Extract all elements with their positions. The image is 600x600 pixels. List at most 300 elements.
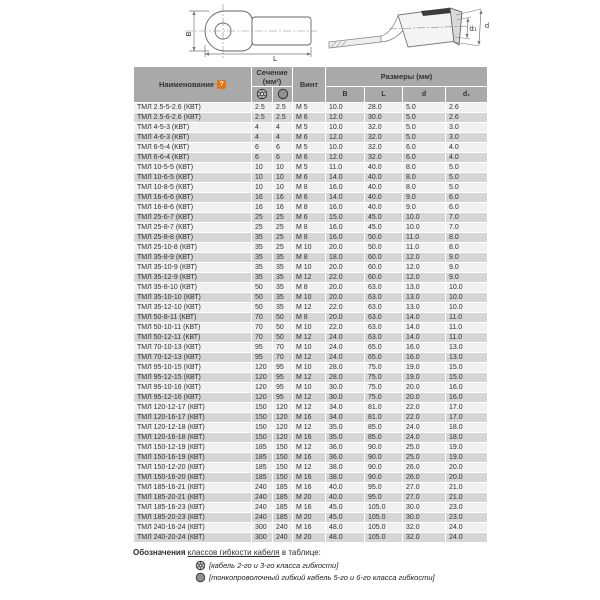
dim-l-cell: 65.0 xyxy=(365,353,402,362)
dim-d-cell: 26.0 xyxy=(403,473,445,482)
dim-d-cell: 30.0 xyxy=(403,503,445,512)
dim-d1-cell: 17.0 xyxy=(446,403,487,412)
dim-d1-cell: 11.0 xyxy=(446,333,487,342)
column-header-d1: d₁ xyxy=(446,87,487,102)
section-flexible-cell: 35 xyxy=(273,293,292,302)
table-row xyxy=(134,363,487,372)
dim-d-cell: 9.0 xyxy=(403,203,445,212)
dim-d-cell: 27.0 xyxy=(403,483,445,492)
flexibility-classes-link[interactable]: классов гибкости кабеля xyxy=(187,548,280,557)
dim-b-cell: 30.0 xyxy=(326,393,364,402)
table-row xyxy=(134,223,487,232)
section-bunched-cell: 4 xyxy=(252,123,272,132)
legend-item-stranded xyxy=(195,560,593,571)
section-bunched-cell: 300 xyxy=(252,523,272,532)
dim-d-cell: 25.0 xyxy=(403,453,445,462)
legend-item-flexible xyxy=(195,572,593,583)
name-cell: ТМЛ 2.5-5-2.6 (КВТ) xyxy=(134,103,251,112)
dim-b-cell: 10.0 xyxy=(326,103,364,112)
screw-cell: М 12 xyxy=(293,393,325,402)
dim-l-cell: 45.0 xyxy=(365,213,402,222)
lug-top-view-drawing xyxy=(181,1,319,61)
dim-d-cell: 30.0 xyxy=(403,513,445,522)
section-bunched-cell: 6 xyxy=(252,153,272,162)
dim-d-cell: 5.0 xyxy=(403,123,445,132)
table-row xyxy=(134,273,487,282)
name-cell: ТМЛ 95-12-16 (КВТ) xyxy=(134,393,251,402)
dim-d-cell: 13.0 xyxy=(403,283,445,292)
screw-cell: М 16 xyxy=(293,503,325,512)
section-flexible-cell: 185 xyxy=(273,503,292,512)
section-bunched-cell: 120 xyxy=(252,393,272,402)
dim-d1-cell: 8.0 xyxy=(446,233,487,242)
dim-l-cell: 63.0 xyxy=(365,303,402,312)
name-cell: ТМЛ 50-12-11 (КВТ) xyxy=(134,333,251,342)
dim-b-cell: 20.0 xyxy=(326,283,364,292)
dim-d1-cell: 2.6 xyxy=(446,113,487,122)
dim-d-cell: 11.0 xyxy=(403,243,445,252)
section-bunched-cell: 50 xyxy=(252,283,272,292)
section-bunched-cell: 16 xyxy=(252,193,272,202)
dim-l-cell: 32.0 xyxy=(365,123,402,132)
dim-b-cell: 45.0 xyxy=(326,513,364,522)
dim-d1-cell: 11.0 xyxy=(446,313,487,322)
dim-d1-cell: 21.0 xyxy=(446,483,487,492)
dim-d1-cell: 10.0 xyxy=(446,293,487,302)
section-bunched-cell: 95 xyxy=(252,343,272,352)
dim-b-cell: 12.0 xyxy=(326,153,364,162)
dim-b-cell: 30.0 xyxy=(326,383,364,392)
section-bunched-cell: 240 xyxy=(252,513,272,522)
section-flexible-cell: 2.5 xyxy=(273,103,292,112)
dim-b-cell: 34.0 xyxy=(326,413,364,422)
name-cell: ТМЛ 95-10-15 (КВТ) xyxy=(134,363,251,372)
dim-d-cell: 10.0 xyxy=(403,223,445,232)
section-bunched-cell: 6 xyxy=(252,143,272,152)
screw-cell: М 6 xyxy=(293,113,325,122)
name-cell: ТМЛ 185-16-23 (КВТ) xyxy=(134,503,251,512)
dim-d1-cell: 4.0 xyxy=(446,143,487,152)
dim-l-cell: 105.0 xyxy=(365,503,402,512)
dim-l-cell: 105.0 xyxy=(365,533,402,542)
section-flexible-cell: 10 xyxy=(273,183,292,192)
dim-l-cell: 28.0 xyxy=(365,103,402,112)
section-bunched-cell: 120 xyxy=(252,383,272,392)
table-row xyxy=(134,423,487,432)
table-row xyxy=(134,403,487,412)
dim-b-cell: 15.0 xyxy=(326,213,364,222)
legend-item-text: [кабель 2-го и 3-го класса гибкости] xyxy=(209,561,339,570)
dim-l-cell: 63.0 xyxy=(365,313,402,322)
dim-d-cell: 14.0 xyxy=(403,333,445,342)
section-flexible-cell: 150 xyxy=(273,443,292,452)
section-flexible-cell: 70 xyxy=(273,353,292,362)
section-flexible-cell: 240 xyxy=(273,533,292,542)
dim-d-cell: 5.0 xyxy=(403,113,445,122)
screw-cell: М 20 xyxy=(293,513,325,522)
dim-d-cell: 14.0 xyxy=(403,313,445,322)
dim-d-cell: 12.0 xyxy=(403,273,445,282)
dim-d1-cell: 5.0 xyxy=(446,163,487,172)
dim-d-cell: 9.0 xyxy=(403,193,445,202)
screw-cell: М 8 xyxy=(293,283,325,292)
screw-cell: М 10 xyxy=(293,343,325,352)
section-flexible-cell: 6 xyxy=(273,143,292,152)
dim-b-cell: 34.0 xyxy=(326,403,364,412)
table-row xyxy=(134,173,487,182)
screw-cell: М 5 xyxy=(293,103,325,112)
table-row xyxy=(134,203,487,212)
dim-l-cell: 65.0 xyxy=(365,343,402,352)
section-flexible-cell: 50 xyxy=(273,313,292,322)
dim-b-cell: 16.0 xyxy=(326,203,364,212)
table-row xyxy=(134,513,487,522)
section-flexible-cell: 50 xyxy=(273,323,292,332)
section-flexible-cell: 10 xyxy=(273,173,292,182)
section-bunched-cell: 10 xyxy=(252,173,272,182)
screw-cell: М 6 xyxy=(293,193,325,202)
table-row xyxy=(134,523,487,532)
dim-d1-cell: 8.0 xyxy=(446,243,487,252)
section-flexible-cell: 25 xyxy=(273,213,292,222)
name-cell: ТМЛ 50-10-11 (КВТ) xyxy=(134,323,251,332)
table-row xyxy=(134,373,487,382)
name-cell: ТМЛ 150-16-19 (КВТ) xyxy=(134,453,251,462)
dim-b-cell: 16.0 xyxy=(326,233,364,242)
column-header-section: Сечение (мм²) xyxy=(252,67,292,86)
section-bunched-cell: 70 xyxy=(252,313,272,322)
section-flexible-cell: 25 xyxy=(273,243,292,252)
dim-b-cell: 38.0 xyxy=(326,463,364,472)
screw-cell: М 12 xyxy=(293,353,325,362)
screw-cell: М 8 xyxy=(293,223,325,232)
dim-l-cell: 50.0 xyxy=(365,233,402,242)
table-row xyxy=(134,243,487,252)
name-cell: ТМЛ 120-16-18 (КВТ) xyxy=(134,433,251,442)
dim-l-cell: 85.0 xyxy=(365,423,402,432)
screw-cell: М 8 xyxy=(293,253,325,262)
dim-d1-cell: 9.0 xyxy=(446,253,487,262)
screw-cell: М 12 xyxy=(293,273,325,282)
name-cell: ТМЛ 10-8-5 (КВТ) xyxy=(134,183,251,192)
section-flexible-cell: 35 xyxy=(273,253,292,262)
section-bunched-cell: 240 xyxy=(252,483,272,492)
legend xyxy=(133,548,593,584)
dim-b-cell: 48.0 xyxy=(326,533,364,542)
section-bunched-cell: 16 xyxy=(252,203,272,212)
table-row xyxy=(134,343,487,352)
dim-d-cell: 5.0 xyxy=(403,133,445,142)
dim-d1-cell: 19.0 xyxy=(446,453,487,462)
screw-cell: М 10 xyxy=(293,323,325,332)
dim-d1-cell: 9.0 xyxy=(446,263,487,272)
name-header-label: Наименование xyxy=(158,80,215,90)
dim-b-cell: 22.0 xyxy=(326,273,364,282)
section-bunched-cell: 35 xyxy=(252,273,272,282)
section-bunched-cell: 150 xyxy=(252,423,272,432)
name-cell: ТМЛ 2.5-6-2.6 (КВТ) xyxy=(134,113,251,122)
name-cell: ТМЛ 120-12-18 (КВТ) xyxy=(134,423,251,432)
screw-cell: М 16 xyxy=(293,473,325,482)
legend-title: Обозначения xyxy=(133,548,186,557)
name-cell: ТМЛ 35-12-10 (КВТ) xyxy=(134,303,251,312)
screw-cell: М 10 xyxy=(293,293,325,302)
screw-cell: М 6 xyxy=(293,173,325,182)
dim-d-cell: 10.0 xyxy=(403,213,445,222)
name-cell: ТМЛ 25-8-7 (КВТ) xyxy=(134,223,251,232)
dim-b-cell: 10.0 xyxy=(326,123,364,132)
dim-d1-cell: 18.0 xyxy=(446,433,487,442)
screw-cell: М 12 xyxy=(293,373,325,382)
dim-l-cell: 45.0 xyxy=(365,223,402,232)
dim-d-cell: 24.0 xyxy=(403,433,445,442)
dim-d1-cell: 16.0 xyxy=(446,393,487,402)
dim-d1-cell: 13.0 xyxy=(446,353,487,362)
screw-cell: М 12 xyxy=(293,403,325,412)
section-bunched-cell: 50 xyxy=(252,293,272,302)
section-flexible-cell: 6 xyxy=(273,153,292,162)
section-flexible-cell: 4 xyxy=(273,133,292,142)
table-row xyxy=(134,323,487,332)
dim-d-cell: 22.0 xyxy=(403,403,445,412)
screw-cell: М 5 xyxy=(293,143,325,152)
dim-b-cell: 24.0 xyxy=(326,333,364,342)
lug-spec-table xyxy=(133,66,488,543)
dim-b-cell: 20.0 xyxy=(326,313,364,322)
dim-d-cell: 16.0 xyxy=(403,343,445,352)
table-row xyxy=(134,453,487,462)
dim-d1-cell: 15.0 xyxy=(446,373,487,382)
table-row xyxy=(134,413,487,422)
dim-l-cell: 60.0 xyxy=(365,263,402,272)
screw-cell: М 6 xyxy=(293,133,325,142)
name-cell: ТМЛ 35-8-10 (КВТ) xyxy=(134,283,251,292)
spec-table xyxy=(133,66,488,543)
dim-b-cell: 40.0 xyxy=(326,493,364,502)
dim-b-cell: 35.0 xyxy=(326,423,364,432)
dim-d1-cell: 24.0 xyxy=(446,533,487,542)
section-flexible-cell: 35 xyxy=(273,303,292,312)
dim-d-cell: 19.0 xyxy=(403,363,445,372)
screw-cell: М 10 xyxy=(293,243,325,252)
name-cell: ТМЛ 16-8-6 (КВТ) xyxy=(134,203,251,212)
table-row xyxy=(134,393,487,402)
dim-d-cell: 16.0 xyxy=(403,353,445,362)
table-row xyxy=(134,483,487,492)
section-flexible-cell: 185 xyxy=(273,513,292,522)
dim-d1-cell: 3.0 xyxy=(446,123,487,132)
name-cell: ТМЛ 10-6-5 (КВТ) xyxy=(134,173,251,182)
dim-b-cell: 14.0 xyxy=(326,193,364,202)
screw-cell: М 10 xyxy=(293,363,325,372)
section-bunched-cell: 35 xyxy=(252,253,272,262)
column-header-d: d xyxy=(403,87,445,102)
section-bunched-cell: 10 xyxy=(252,163,272,172)
table-row xyxy=(134,443,487,452)
table-row xyxy=(134,293,487,302)
column-header-name xyxy=(134,67,251,102)
section-flexible-cell: 120 xyxy=(273,413,292,422)
name-cell: ТМЛ 240-16-24 (КВТ) xyxy=(134,523,251,532)
table-row xyxy=(134,503,487,512)
table-row xyxy=(134,193,487,202)
dim-d1-cell: 7.0 xyxy=(446,223,487,232)
name-cell: ТМЛ 120-12-17 (КВТ) xyxy=(134,403,251,412)
dim-d1-cell: 21.0 xyxy=(446,493,487,502)
dim-b-cell: 20.0 xyxy=(326,263,364,272)
name-cell: ТМЛ 35-10-9 (КВТ) xyxy=(134,263,251,272)
dim-d-cell: 13.0 xyxy=(403,293,445,302)
dim-d1-cell: 3.0 xyxy=(446,133,487,142)
section-bunched-cell: 35 xyxy=(252,233,272,242)
dim-l-cell: 60.0 xyxy=(365,253,402,262)
screw-cell: М 12 xyxy=(293,443,325,452)
dim-b-label: B xyxy=(185,31,193,37)
dim-l-cell: 75.0 xyxy=(365,373,402,382)
dim-d-cell: 25.0 xyxy=(403,443,445,452)
section-flexible-cell: 95 xyxy=(273,383,292,392)
screw-cell: М 16 xyxy=(293,523,325,532)
dim-d1-cell: 2.6 xyxy=(446,103,487,112)
screw-cell: М 12 xyxy=(293,463,325,472)
dim-b-cell: 14.0 xyxy=(326,173,364,182)
dim-b-cell: 12.0 xyxy=(326,133,364,142)
stranded-cable-icon xyxy=(252,87,272,102)
dim-d1-cell: 4.0 xyxy=(446,153,487,162)
name-cell: ТМЛ 185-16-21 (КВТ) xyxy=(134,483,251,492)
name-cell: ТМЛ 25-8-8 (КВТ) xyxy=(134,233,251,242)
legend-suffix: в таблице: xyxy=(281,548,321,557)
column-header-l: L xyxy=(365,87,402,102)
dim-l-cell: 81.0 xyxy=(365,403,402,412)
dim-l-cell: 40.0 xyxy=(365,203,402,212)
screw-cell: М 6 xyxy=(293,153,325,162)
name-cell: ТМЛ 4-5-3 (КВТ) xyxy=(134,123,251,132)
section-flexible-cell: 4 xyxy=(273,123,292,132)
section-flexible-cell: 35 xyxy=(273,283,292,292)
section-bunched-cell: 35 xyxy=(252,243,272,252)
section-bunched-cell: 185 xyxy=(252,443,272,452)
dim-l-cell: 90.0 xyxy=(365,443,402,452)
dim-b-cell: 12.0 xyxy=(326,113,364,122)
legend-item-text: [тонкопроволочный гибкий кабель 5-го и 6-го класса гибкости] xyxy=(209,573,435,582)
section-flexible-cell: 95 xyxy=(273,393,292,402)
table-row xyxy=(134,213,487,222)
name-cell: ТМЛ 35-8-9 (КВТ) xyxy=(134,253,251,262)
section-bunched-cell: 2.5 xyxy=(252,113,272,122)
dim-d-cell: 24.0 xyxy=(403,423,445,432)
dim-l-cell: 95.0 xyxy=(365,493,402,502)
dim-l-cell: 32.0 xyxy=(365,153,402,162)
dim-b-cell: 24.0 xyxy=(326,343,364,352)
section-flexible-cell: 95 xyxy=(273,373,292,382)
name-cell: ТМЛ 35-10-10 (КВТ) xyxy=(134,293,251,302)
section-bunched-cell: 120 xyxy=(252,363,272,372)
table-row xyxy=(134,233,487,242)
dim-d-cell: 12.0 xyxy=(403,263,445,272)
dim-d1-cell: 23.0 xyxy=(446,503,487,512)
dim-b-cell: 38.0 xyxy=(326,473,364,482)
table-row xyxy=(134,163,487,172)
name-cell: ТМЛ 10-5-5 (КВТ) xyxy=(134,163,251,172)
stranded-cable-icon xyxy=(195,560,206,571)
help-icon[interactable]: ? xyxy=(217,80,226,89)
dim-d1-cell: 24.0 xyxy=(446,523,487,532)
table-row xyxy=(134,283,487,292)
screw-cell: М 16 xyxy=(293,413,325,422)
table-body xyxy=(134,103,487,542)
dim-d-cell: 8.0 xyxy=(403,183,445,192)
table-row xyxy=(134,253,487,262)
column-header-screw: Винт xyxy=(293,67,325,102)
dim-d-cell: 27.0 xyxy=(403,493,445,502)
dim-l-cell: 95.0 xyxy=(365,483,402,492)
column-header-b: B xyxy=(326,87,364,102)
name-cell: ТМЛ 70-10-13 (КВТ) xyxy=(134,343,251,352)
section-bunched-cell: 50 xyxy=(252,303,272,312)
dim-l-cell: 90.0 xyxy=(365,473,402,482)
dim-d-cell: 19.0 xyxy=(403,373,445,382)
dim-l-label: L xyxy=(273,55,277,61)
dim-l-cell: 32.0 xyxy=(365,143,402,152)
section-bunched-cell: 240 xyxy=(252,503,272,512)
dim-d1-cell: 7.0 xyxy=(446,213,487,222)
section-bunched-cell: 10 xyxy=(252,183,272,192)
dim-l-cell: 90.0 xyxy=(365,453,402,462)
section-flexible-cell: 70 xyxy=(273,343,292,352)
dim-l-cell: 75.0 xyxy=(365,363,402,372)
section-flexible-cell: 150 xyxy=(273,463,292,472)
section-bunched-cell: 2.5 xyxy=(252,103,272,112)
section-bunched-cell: 70 xyxy=(252,333,272,342)
dim-d1-cell: 18.0 xyxy=(446,423,487,432)
table-row xyxy=(134,493,487,502)
section-flexible-cell: 120 xyxy=(273,423,292,432)
screw-cell: М 20 xyxy=(293,533,325,542)
name-cell: ТМЛ 185-20-23 (КВТ) xyxy=(134,513,251,522)
dim-l-cell: 63.0 xyxy=(365,283,402,292)
dim-d-cell: 5.0 xyxy=(403,103,445,112)
section-bunched-cell: 185 xyxy=(252,463,272,472)
lug-side-view-drawing xyxy=(323,1,495,61)
section-flexible-cell: 240 xyxy=(273,523,292,532)
dim-d1-cell: 13.0 xyxy=(446,343,487,352)
table-row xyxy=(134,433,487,442)
screw-cell: М 20 xyxy=(293,493,325,502)
section-bunched-cell: 185 xyxy=(252,453,272,462)
dim-b-cell: 36.0 xyxy=(326,443,364,452)
section-flexible-cell: 16 xyxy=(273,193,292,202)
section-bunched-cell: 240 xyxy=(252,493,272,502)
dim-l-cell: 32.0 xyxy=(365,133,402,142)
dim-d-cell: 8.0 xyxy=(403,173,445,182)
section-flexible-cell: 150 xyxy=(273,453,292,462)
dim-d1-cell: 16.0 xyxy=(446,383,487,392)
screw-cell: М 16 xyxy=(293,483,325,492)
name-cell: ТМЛ 25-10-8 (КВТ) xyxy=(134,243,251,252)
name-cell: ТМЛ 6-5-4 (КВТ) xyxy=(134,143,251,152)
dim-b-cell: 22.0 xyxy=(326,303,364,312)
dim-b-cell: 11.0 xyxy=(326,163,364,172)
screw-cell: М 8 xyxy=(293,203,325,212)
table-row xyxy=(134,263,487,272)
dim-b-cell: 35.0 xyxy=(326,433,364,442)
dim-d1-cell: 15.0 xyxy=(446,363,487,372)
dim-l-cell: 105.0 xyxy=(365,523,402,532)
name-cell: ТМЛ 25-6-7 (КВТ) xyxy=(134,213,251,222)
screw-cell: М 12 xyxy=(293,303,325,312)
dim-d1-cell: 6.0 xyxy=(446,203,487,212)
